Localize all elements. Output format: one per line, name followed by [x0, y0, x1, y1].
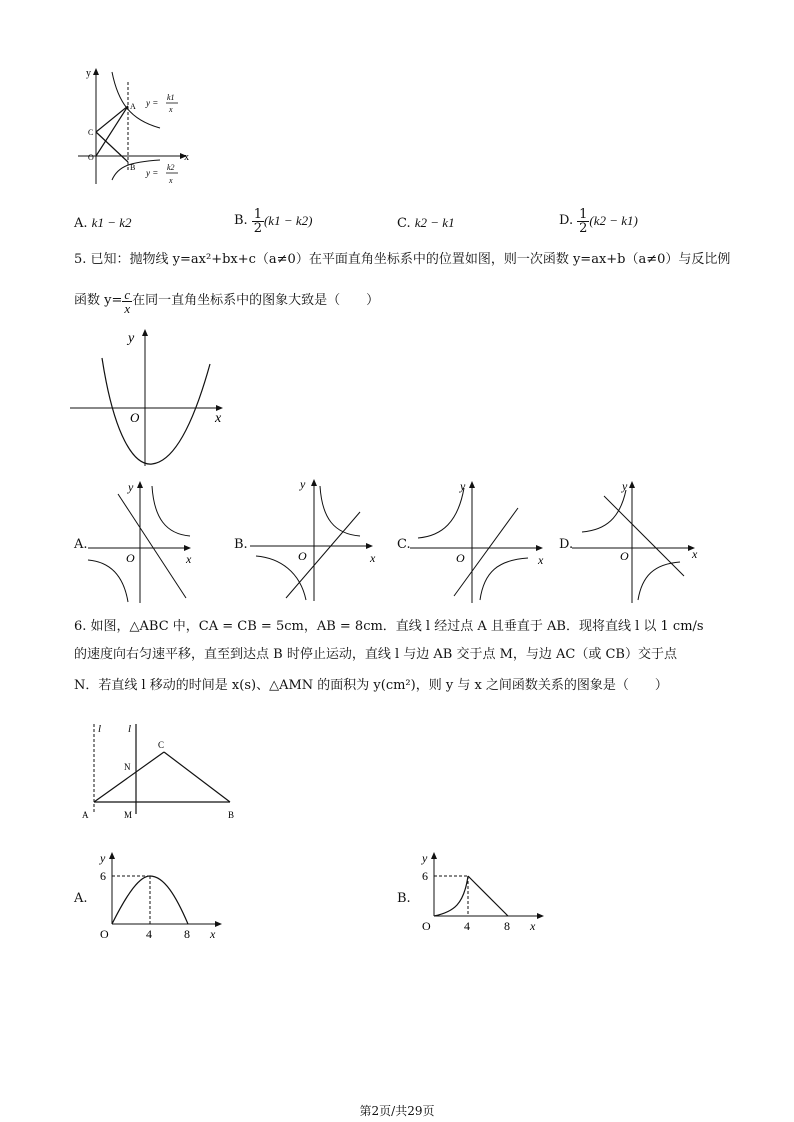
q6-triangle-figure [78, 718, 258, 828]
q6-stem-line1: 6. 如图，△ABC 中，CA = CB = 5cm，AB = 8cm．直线 l 经过点 A 且垂直于 AB．现将直线 l 以 1 cm/s [74, 619, 704, 634]
q6-fig-c: C [158, 740, 165, 750]
q4-label-y: y [86, 68, 91, 79]
q6-fig-a: A [82, 810, 89, 820]
q6-fig-m: M [124, 810, 133, 820]
q4-label-x: x [184, 152, 189, 163]
q4-option-d-letter: D. [559, 213, 574, 228]
q6-b-tick1: 4 [464, 919, 470, 933]
q4-figure [72, 62, 202, 192]
q6-a-ymax: 6 [100, 869, 106, 883]
q4-option-d-text: (k2 − k1) [589, 213, 638, 228]
q4-eq2-num: k2 [167, 163, 175, 172]
q5-stem-line2 [74, 283, 379, 319]
q4-option-b-half: $\frac{1}{2}$ [253, 206, 262, 236]
q6-stem-line3: N．若直线 l 移动的时间是 x(s)、△AMN 的面积为 y(cm²)，则 y 与 x 之间函数关系的图象是（ ） [74, 678, 668, 693]
q4-label-o: O [88, 153, 94, 162]
q5-parabola-figure [70, 326, 230, 471]
q4-option-a[interactable] [74, 214, 131, 233]
q5-option-a-letter: A. [74, 537, 88, 552]
q5-d-o: O [620, 549, 629, 563]
q6-stem-line2: 的速度向右匀速平移，直至到达点 B 时停止运动，直线 l 与边 AB 交于点 M，与边 AC（或 CB）交于点 [74, 647, 677, 662]
q5-option-d-graph[interactable] [572, 478, 702, 603]
q4-label-b: B [130, 163, 136, 172]
q5-option-b-letter: B. [234, 537, 248, 552]
q6-option-b-graph[interactable] [414, 848, 554, 948]
q5-option-c-letter: C. [397, 537, 411, 552]
q4-eq2-lhs: y = [146, 168, 159, 178]
q5-a-x: x [186, 552, 192, 566]
q5-option-a-graph[interactable] [88, 478, 198, 603]
q6-b-x: x [530, 919, 536, 933]
q6-fig-l2: l [128, 723, 132, 735]
q6-a-o: O [100, 927, 109, 941]
q6-b-tick2: 8 [504, 919, 510, 933]
q5-stem-line2-post: 在同一直角坐标系中的图象大致是（ ） [132, 293, 380, 308]
q6-b-ymax: 6 [422, 869, 428, 883]
q5-a-o: O [126, 551, 135, 565]
q5-stem-fraction: $\frac{c}{x}$ [124, 286, 131, 316]
q4-eq1-num: k1 [167, 93, 175, 102]
q5-option-c[interactable] [397, 536, 411, 554]
q4-label-a: A [130, 102, 136, 111]
q5-stem-line1: 5. 已知：抛物线 y=ax²+bx+c（a≠0）在平面直角坐标系中的位置如图，则一次函数 y=ax+b（a≠0）与反比例 [74, 252, 731, 267]
q5-option-d[interactable] [559, 536, 573, 554]
q5-option-b[interactable] [234, 536, 248, 554]
q5-option-d-letter: D. [559, 537, 574, 552]
q5-option-c-graph[interactable] [410, 478, 550, 603]
q4-option-b-text: (k1 − k2) [263, 213, 313, 228]
q4-option-a-text: k1 − k2 [91, 215, 132, 230]
q5-c-x: x [538, 553, 544, 567]
page-footer: 第2页/共29页 [359, 1104, 435, 1118]
q5-fig-o: O [130, 410, 140, 425]
q4-option-b[interactable] [234, 204, 312, 238]
q5-a-y: y [128, 480, 134, 494]
q6-b-o: O [422, 919, 431, 933]
q5-b-x: x [370, 551, 376, 565]
q6-a-x: x [210, 927, 216, 941]
q6-b-y: y [422, 851, 428, 865]
q4-eq1-den: x [169, 105, 173, 114]
q6-fig-b: B [228, 810, 235, 820]
q6-option-b[interactable] [397, 890, 411, 908]
q5-fig-x: x [215, 411, 222, 426]
q6-a-tick2: 8 [184, 927, 190, 941]
q5-fig-y: y [128, 331, 135, 346]
q5-stem-line2-pre: 函数 y= [74, 293, 123, 308]
q6-a-y: y [100, 851, 106, 865]
q5-option-b-graph[interactable] [250, 476, 380, 601]
q4-option-b-letter: B. [234, 213, 248, 228]
q6-option-a-graph[interactable] [92, 848, 232, 948]
q5-c-y: y [460, 479, 466, 493]
q4-eq2-den: x [169, 176, 173, 185]
q4-option-d-half: $\frac{1}{2}$ [579, 206, 588, 236]
q5-c-o: O [456, 551, 465, 565]
q4-option-c[interactable] [397, 214, 455, 233]
q5-b-o: O [298, 549, 307, 563]
q6-option-a[interactable] [74, 890, 88, 908]
q6-option-a-letter: A. [74, 891, 88, 906]
q4-label-c: C [88, 128, 94, 137]
q5-option-a[interactable] [74, 536, 88, 554]
q6-fig-l1: l [98, 723, 102, 735]
q6-fig-n: N [124, 762, 131, 772]
q4-option-a-letter: A. [74, 216, 88, 231]
q5-d-y: y [622, 479, 628, 493]
q4-option-c-text: k2 − k1 [414, 215, 455, 230]
q4-eq1-lhs: y = [146, 98, 159, 108]
q4-option-d[interactable] [559, 204, 638, 238]
q5-b-y: y [300, 477, 306, 491]
q4-option-c-letter: C. [397, 216, 411, 231]
q6-option-b-letter: B. [397, 891, 411, 906]
q6-a-tick1: 4 [146, 927, 152, 941]
q5-d-x: x [692, 547, 698, 561]
